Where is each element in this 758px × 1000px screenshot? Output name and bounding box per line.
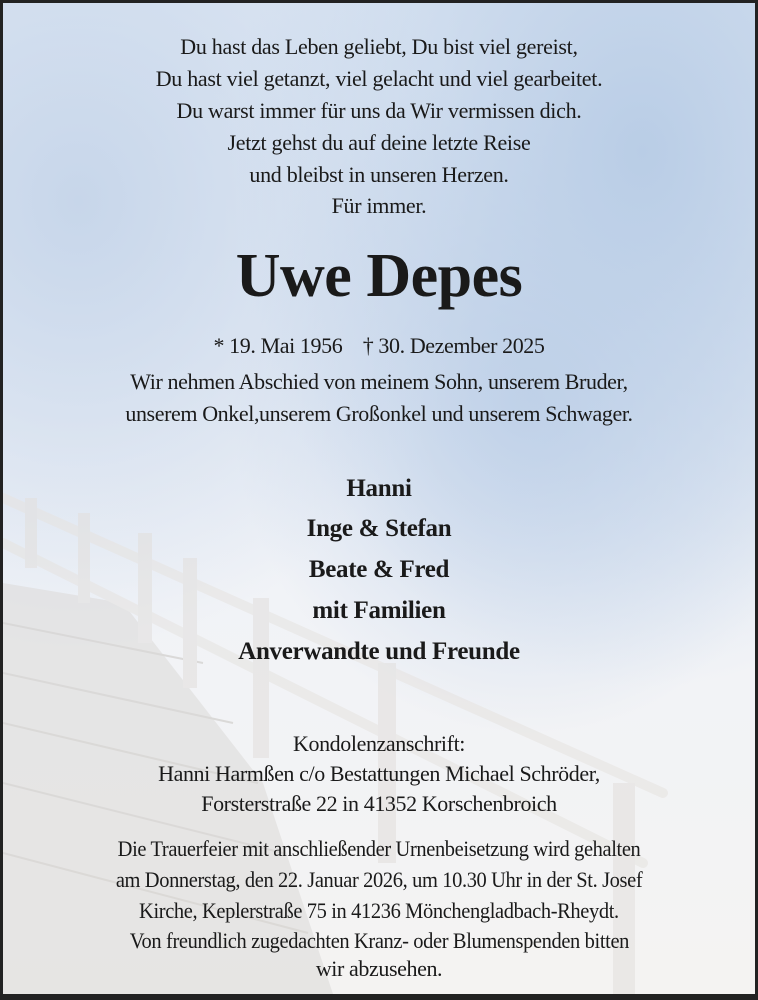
service-info-text: am Donnerstag, den 22. Januar 2026, um 10.30 Uhr in der St. Josef [115,867,643,892]
mourner: mit Familien [312,597,446,624]
condolence-address-line: Forsterstraße 22 in 41352 Korschenbroich [201,791,557,816]
service-info-line [3,928,755,954]
service-info-line [3,836,755,862]
farewell-line: unserem Onkel,unserem Großonkel und unserem Schwager. [125,401,633,426]
mourner: Beate & Fred [308,556,450,583]
life-dates: * 19. Mai 1956 † 30. Dezember 2025 [213,333,545,358]
service-info-text: Kirche, Keplerstraße 75 in 41236 Mönchengladbach-Rheydt. [139,898,619,923]
poem-line: und bleibst in unseren Herzen. [249,162,509,187]
service-info-text: Von freundlich zugedachten Kranz- oder Blumenspenden bitten [129,928,629,953]
mourner: Inge & Stefan [306,515,452,542]
service-info-line: wir abzusehen. [315,956,443,981]
service-info-text: Die Trauerfeier mit anschließender Urnenbeisetzung wird gehalten [117,836,641,861]
service-info-line [3,867,755,893]
deceased-name: Uwe Depes [235,242,523,310]
poem-line: Du warst immer für uns da Wir vermissen dich. [176,98,582,123]
farewell-line: Wir nehmen Abschied von meinem Sohn, unserem Bruder, [130,369,628,394]
condolence-address-line: Hanni Harmßen c/o Bestattungen Michael Schröder, [158,761,600,786]
mourner: Hanni [346,475,412,502]
service-info-line [3,898,755,924]
poem-line: Du hast viel getanzt, viel gelacht und viel gearbeitet. [155,66,603,91]
condolence-label: Kondolenzanschrift: [292,731,465,756]
mourner: Anverwandte und Freunde [238,638,520,665]
poem-line: Du hast das Leben geliebt, Du bist viel gereist, [180,34,578,59]
obituary-notice [3,3,755,994]
poem-line: Für immer. [331,193,427,218]
poem-line: Jetzt gehst du auf deine letzte Reise [227,130,531,155]
